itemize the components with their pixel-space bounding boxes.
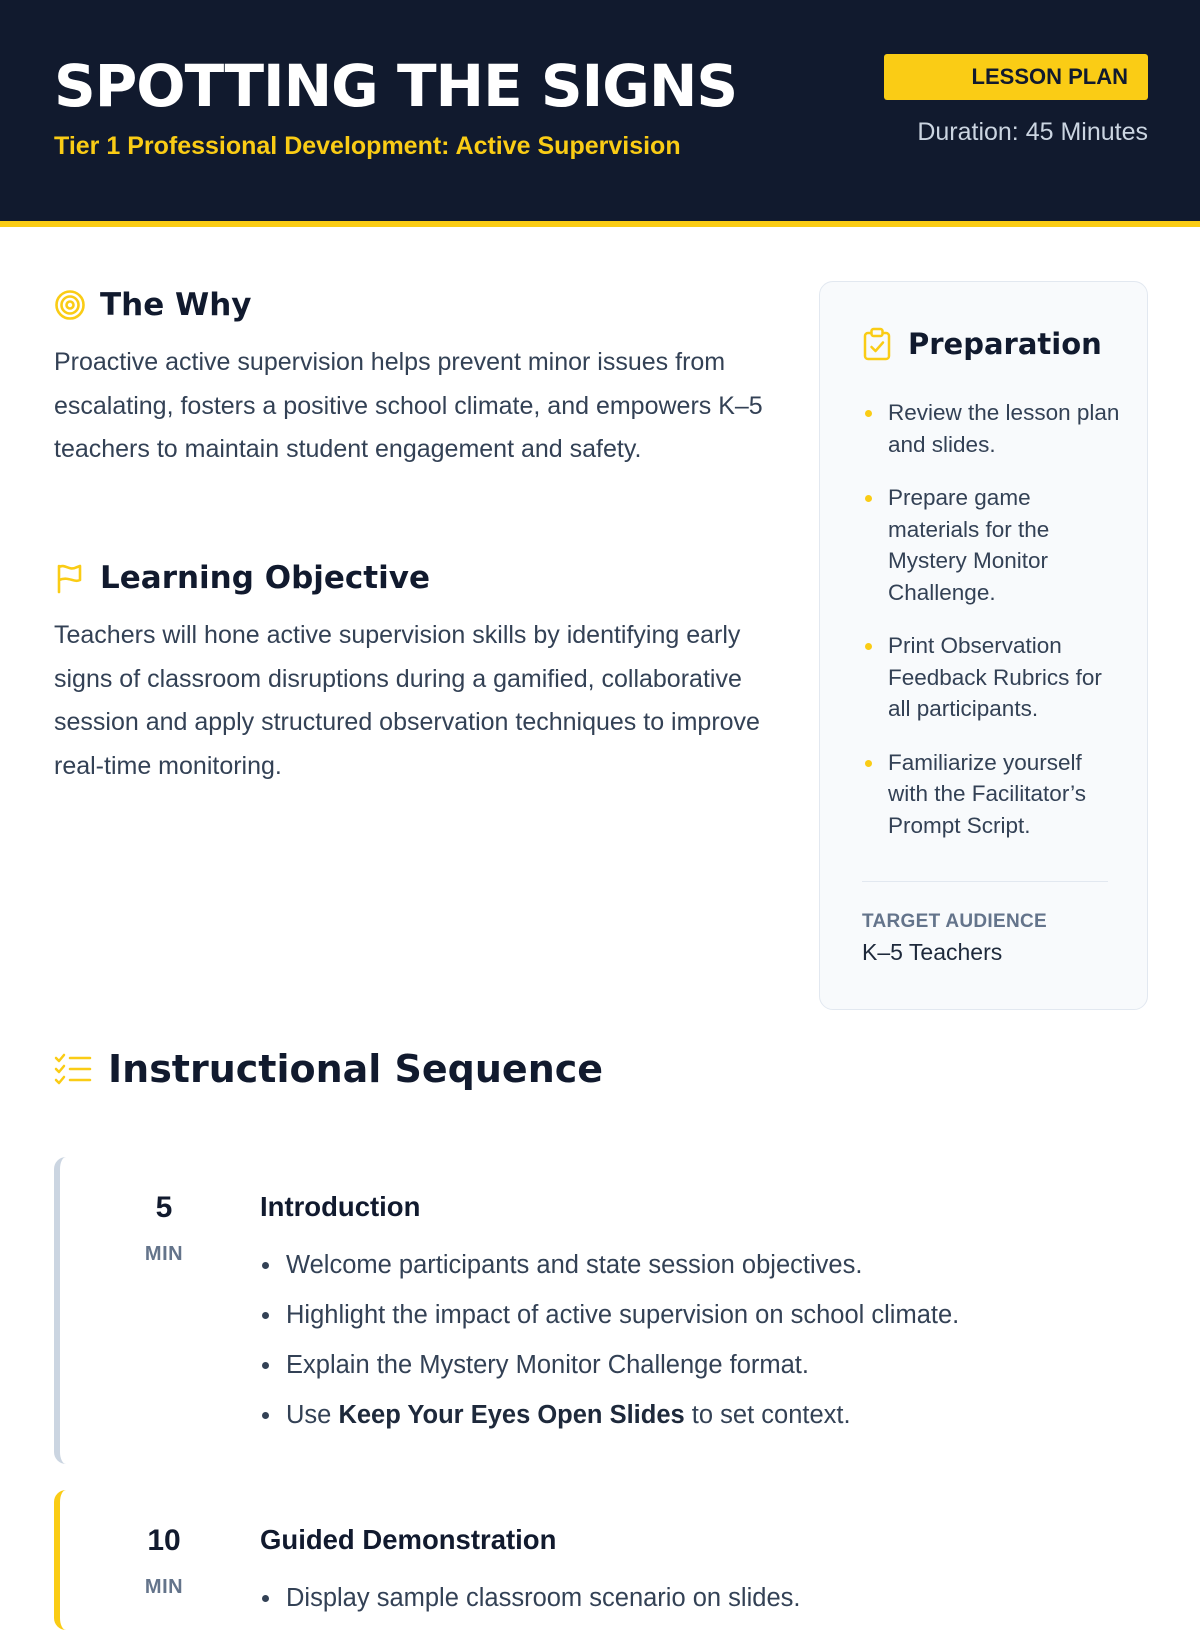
step-minutes: 5	[155, 1191, 173, 1224]
list-item: Explain the Mystery Monitor Challenge format.	[260, 1340, 1140, 1390]
card-divider	[862, 881, 1108, 882]
step-title: Introduction	[260, 1191, 421, 1222]
duration-text: Duration: 45 Minutes	[917, 118, 1148, 146]
preparation-list	[862, 397, 1122, 863]
list-item: Review the lesson plan and slides.	[862, 397, 1122, 460]
objective-heading-row	[54, 560, 430, 596]
slides-name: Keep Your Eyes Open Slides	[338, 1401, 685, 1429]
step-minutes-unit: MIN	[144, 1243, 184, 1265]
clipboard-check-icon	[862, 327, 892, 361]
preparation-heading: Preparation	[908, 327, 1102, 361]
target-icon	[54, 289, 86, 321]
page-title: SPOTTING THE SIGNS	[54, 52, 738, 120]
sequence-heading-row	[54, 1047, 603, 1091]
step-list	[260, 1573, 1140, 1623]
page-header	[0, 0, 1200, 227]
audience-label: TARGET AUDIENCE	[862, 911, 1047, 932]
step-title: Guided Demonstration	[260, 1524, 557, 1555]
why-heading: The Why	[100, 287, 252, 323]
lesson-plan-badge: LESSON PLAN	[884, 54, 1148, 100]
objective-text: Teachers will hone active supervision skills by identifying early signs of classroom disruptions during a gamified, collaborative session and apply structured observation techniques to improve real-time monitoring.	[54, 621, 760, 780]
text-prefix: Use	[286, 1401, 339, 1429]
checklist-icon	[54, 1052, 92, 1086]
list-item: Welcome participants and state session objectives.	[260, 1240, 1140, 1290]
sequence-step-guided-demonstration	[54, 1490, 1148, 1630]
list-item	[260, 1390, 1140, 1440]
audience-value: K–5 Teachers	[862, 939, 1003, 965]
step-minutes-unit: MIN	[144, 1576, 184, 1598]
why-text: Proactive active supervision helps prevent minor issues from escalating, fosters a positive school climate, and empowers K–5 teachers to maintain student engagement and safety.	[54, 348, 763, 463]
objective-heading: Learning Objective	[100, 560, 430, 596]
sequence-heading: Instructional Sequence	[108, 1047, 604, 1091]
preparation-card	[819, 281, 1148, 1010]
step-list	[260, 1240, 1140, 1440]
list-item: Familiarize yourself with the Facilitator’s Prompt Script.	[862, 747, 1122, 842]
page-subtitle: Tier 1 Professional Development: Active Supervision	[54, 132, 681, 160]
text-suffix: to set context.	[684, 1401, 851, 1429]
list-item: Display sample classroom scenario on slides.	[260, 1573, 1140, 1623]
step-minutes: 10	[147, 1524, 181, 1557]
list-item: Highlight the impact of active supervision on school climate.	[260, 1290, 1140, 1340]
why-heading-row	[54, 287, 252, 323]
flag-icon	[54, 562, 86, 594]
list-item: Print Observation Feedback Rubrics for all participants.	[862, 630, 1122, 725]
preparation-heading-row	[862, 327, 1102, 361]
sequence-step-introduction	[54, 1157, 1148, 1464]
list-item: Prepare game materials for the Mystery Monitor Challenge.	[862, 482, 1122, 608]
